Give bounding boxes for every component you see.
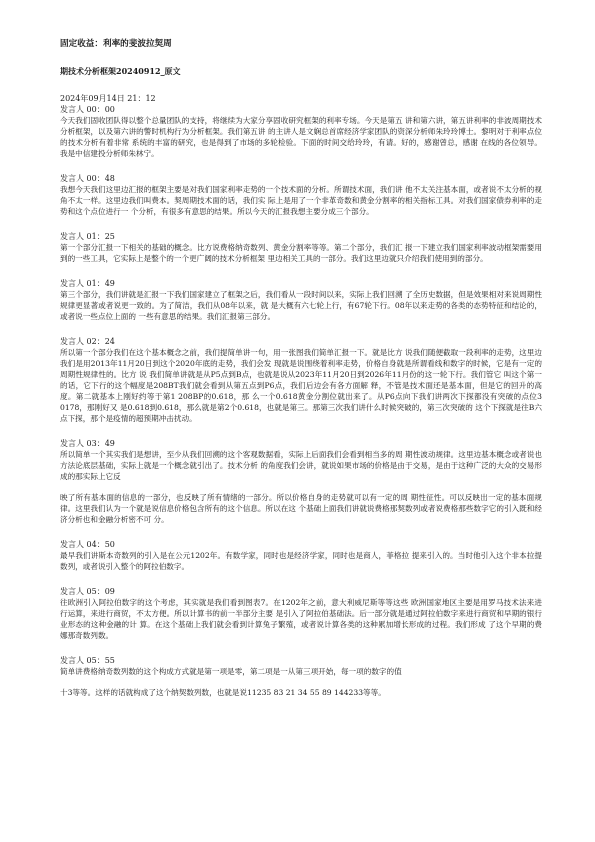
transcript-paragraph: 简单讲费格纳奇数列数的这个构成方式就是第一项是零，第二项是一从第三项开始，每一项的数字的值 <box>60 667 402 676</box>
speaker-timestamp: 发言人 05：55 <box>60 656 115 665</box>
transcript-section <box>60 438 542 525</box>
transcript-section <box>60 539 542 572</box>
transcript-paragraph: 所以简单一个其实我们是想讲，至少从我们回溯的这个客观数据看，实际上后面我们会看到相当多的周 期性波动规律。这里边基本概念或者说也方法论底层基础，实际上就是一个概念就引出了。技术分析 的角度我们会讲，就说如果市场的价格是由于交易，是由于这种广泛的大众的交易形成的那实际上它反 <box>60 450 542 481</box>
speaker-timestamp: 发言人 01：49 <box>60 279 115 288</box>
speaker-timestamp: 发言人 05：09 <box>60 587 115 596</box>
transcript-paragraph: 最早我们讲斯本奇数列的引入是在公元1202年。有数学家，同时也是经济学家，同时也是商人，菲格拉 提来引入的。当时他引入这个非本拉提数列，或者说引入整个的阿拉伯数字。 <box>60 551 542 571</box>
transcript-paragraph: 所以第一个部分我们在这个基本概念之前，我们提简单讲一句，用一张图我们简单汇报一下。就是比方 说我们随便截取一段利率的走势，这里边我们是用2013年11月20日到这个2020年底的走势，我们会发 现就是说围绕着利率走势，价格自身就是所谓看线和数字的时候，它是有一定的周期性规律性的。比方 说 我们简单讲就是从P5点到B点，也就是说从2023年11月20日到2026年11月份的这一轮下行。我们管它 叫这个第一的话，它下行的这个幅度是208BT我们就会看到从第五点到P6点，我们后边会有各方面解 释，不管是技术面还是基本面，但是它的回升的高度。第二就基本上刚好约等于第1 208BP的0.618，那 么一个0.618黄金分割位就出来了。从P6点向下我们讲两次下探都没有突破的点位3 0178，那刚好又 是0.618到0.618，那么就是第2个0.618，也就是第三。那第三次我们讲什么时候突破的，第三次突破的 这个下探就是往B六点下探，那个是疫情的超预期冲击扰动。 <box>60 348 542 423</box>
speaker-timestamp: 发言人 01：25 <box>60 232 115 241</box>
speaker-timestamp: 发言人 02：24 <box>60 337 115 346</box>
transcript-paragraph: 第一个部分汇报一下相关的基础的概念。比方说费格纳奇数列、黄金分割率等等。第二个部分，我们汇 报一下建立我们国家利率波动框架需要用到的一些工具，它实际上是整个的一个更广阔的技术分析框架 里边相关工具的一部分。我们这里边就只介绍我们使用到的部分。 <box>60 243 542 263</box>
speaker-timestamp: 发言人 00：48 <box>60 174 115 183</box>
transcript-paragraph: 十3等等。这样的话就构成了这个纳契数列数，也就是说11235 83 21 34 55 89 144233等等。 <box>60 688 386 697</box>
transcript-paragraph: 往欧洲引入阿拉伯数字的这个考虑，其实就是我们看到图表7。在1202年之前，意大利威尼斯等等这些 欧洲国家地区主要是用罗马技术法来进行运算，来进行商贸，不太方便。所以计算书的前一半部分主要 是引入了阿拉伯基础法。后一部分就是通过阿拉伯数字来进行商贸和早期的银行业形态的这种金融的计 算。在这个基础上我们就会看到计算兔子繁殖，或者说计算各类的这种累加增长形成的过程。我们形成 了这个早期的费娜那奇数列数。 <box>60 598 542 640</box>
transcript <box>60 104 542 698</box>
transcript-section <box>60 336 542 424</box>
transcript-section <box>60 104 542 159</box>
transcript-section <box>60 231 542 264</box>
document-date: 2024年09月14日 21：12 <box>60 94 156 103</box>
transcript-section <box>60 655 542 698</box>
document-title: 固定收益：利率的斐波拉契周 <box>60 39 172 49</box>
transcript-paragraph: 今天我们固收团队得以整个总量团队的支持，将继续为大家分享固收研究框架的利率专场。今天是第五 讲和第六讲，第五讲利率的非波周期技术分析框架，以及第六讲的警时机构行为分析框架。我们第五讲 的主讲人是文娴总首席经济学家团队的资深分析师朱玲玲博士。黎明对于利率点位的技术分析有着非常 系统的丰富的研究，也是得到了市场的多轮检验。下面的时间交给玲玲，有请。好的，感谢曾总，感谢 在线的各位领导。我是中信建投分析师朱林宁。 <box>60 116 542 158</box>
transcript-section <box>60 173 542 217</box>
speaker-timestamp: 发言人 00：00 <box>60 105 115 114</box>
document-meta <box>60 66 542 104</box>
speaker-timestamp: 发言人 04：50 <box>60 540 115 549</box>
transcript-paragraph: 第三个部分，我们讲就是汇报一下我们国家建立了框架之后，我们看从一段时间以来，实际上我们回溯 了全历史数据，但是效果相对来说周期性规律更显著或者说更一致的。为了简洁，我们从08年以来，就 是大概有六七轮上行，有67轮下行。08年以来走势的各类的态势特征和结论的，或者说一些点位上面的 一些有意思的结果。我们汇报第三部分。 <box>60 290 542 321</box>
speaker-timestamp: 发言人 03：49 <box>60 439 115 448</box>
transcript-paragraph: 我想今天我们这里边汇报的框架主要是对我们国家利率走势的一个技术面的分析。所谓技术面，我们讲 他不太关注基本面，或者说不太分析的视角不太一样。这里边我们叫费本。契周期技术面的话，我们实 际上是用了一个非革奇数和黄金分割率的相关指标工具。对我们国家债券利率的走势和这个点位进行一 个分析，有很多有意思的结果。所以今天的汇报我想主要分成三个部分。 <box>60 185 542 216</box>
transcript-section <box>60 586 542 641</box>
transcript-section <box>60 278 542 322</box>
transcript-paragraph: 映了所有基本面的信息的一部分，也反映了所有情绪的一部分。所以价格自身的走势就可以有一定的周 期性征性。可以反映出一定的基本面规律。这里我们认为一个就是说信息价格包含所有的这个信息。所以在这 个基础上面我们讲就说费格那契数列或者说费格那些数字它的引入既和经济分析也和金融分析密不可 分。 <box>60 493 542 524</box>
document-page <box>60 38 542 698</box>
document-subtitle: 期技术分析框架20240912_原文 <box>60 66 181 76</box>
